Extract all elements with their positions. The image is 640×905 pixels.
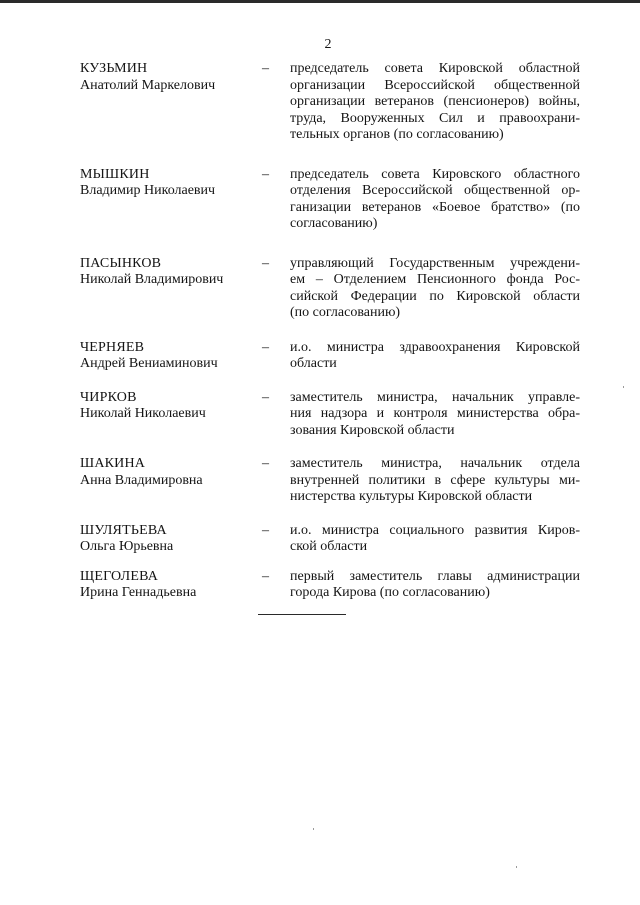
scan-speck — [313, 828, 314, 830]
position-line: города Кирова (по согласованию) — [290, 585, 490, 600]
member-person — [80, 569, 255, 602]
member-list — [80, 58, 580, 602]
position-line: внутренней политики в сфере культуры ми- — [290, 472, 580, 488]
member-position — [290, 456, 580, 506]
member-person — [80, 340, 255, 373]
member-given-names: Анна Владимировна — [80, 472, 203, 488]
entry-dash: – — [262, 568, 269, 584]
position-line: согласованию) — [290, 216, 378, 231]
position-line: ской области — [290, 539, 368, 554]
member-given-names: Анатолий Маркелович — [80, 77, 216, 93]
member-surname: ЧИРКОВ — [80, 389, 137, 405]
member-person — [80, 456, 255, 506]
member-position — [290, 390, 580, 440]
position-line: ния надзора и контроля министерства обра- — [290, 406, 580, 421]
member-given-names: Андрей Вениаминович — [80, 356, 218, 371]
member-entry — [80, 390, 580, 440]
position-line: и.о. министра здравоохранения Кировской — [290, 339, 580, 355]
member-surname: ШУЛЯТЬЕВА — [80, 522, 167, 538]
member-given-names: Ирина Геннадьевна — [80, 585, 197, 600]
position-line: тельных органов (по согласованию) — [290, 127, 504, 142]
entry-dash: – — [262, 456, 269, 471]
position-line: заместитель министра, начальник отдела — [290, 456, 580, 471]
member-entry — [80, 456, 580, 506]
position-line: ганизации ветеранов «Боевое братство» (по — [290, 199, 580, 215]
position-line: председатель совета Кировского областного — [290, 166, 580, 182]
member-given-names: Владимир Николаевич — [80, 183, 216, 198]
member-position — [290, 61, 580, 144]
position-line: управляющий Государственным учреждени- — [290, 255, 580, 271]
member-person — [80, 61, 255, 144]
member-surname: ЧЕРНЯЕВ — [80, 339, 145, 355]
member-position — [290, 167, 580, 233]
member-position — [290, 340, 580, 373]
member-given-names: Николай Владимирович — [80, 272, 224, 287]
member-given-names: Ольга Юрьевна — [80, 539, 174, 554]
position-line: заместитель министра, начальник управле- — [290, 389, 580, 405]
member-surname: ШАКИНА — [80, 456, 146, 471]
position-line: ем – Отделением Пенсионного фонда Рос- — [290, 272, 580, 287]
member-given-names: Николай Николаевич — [80, 406, 206, 421]
entry-dash: – — [262, 166, 269, 182]
member-person — [80, 523, 255, 556]
member-surname: ЩЕГОЛЕВА — [80, 568, 159, 584]
scan-speck — [516, 866, 517, 868]
scan-speck — [623, 386, 624, 388]
member-person — [80, 256, 255, 322]
member-entry — [80, 61, 580, 144]
member-entry — [80, 340, 580, 373]
entry-dash: – — [262, 61, 269, 76]
member-surname: ПАСЫНКОВ — [80, 255, 162, 271]
entry-dash: – — [262, 389, 269, 405]
position-line: организации ветеранов (пенсионеров) войны, — [290, 94, 580, 109]
position-line: сийской Федерации по Кировской области — [290, 288, 580, 304]
scan-top-edge — [0, 0, 640, 3]
entry-dash: – — [262, 255, 269, 271]
member-surname: МЫШКИН — [80, 166, 150, 182]
position-line: отделения Всероссийской общественной ор- — [290, 183, 580, 198]
member-entry — [80, 523, 580, 556]
member-position — [290, 569, 580, 602]
member-position — [290, 256, 580, 322]
position-line: области — [290, 356, 337, 371]
page-number: 2 — [324, 37, 332, 52]
member-position — [290, 523, 580, 556]
member-surname: КУЗЬМИН — [80, 61, 148, 76]
position-line: председатель совета Кировской областной — [290, 61, 580, 76]
member-entry — [80, 167, 580, 233]
end-of-list-rule — [258, 614, 346, 615]
position-line: зования Кировской области — [290, 422, 455, 438]
position-line: нистерства культуры Кировской области — [290, 489, 533, 504]
member-entry — [80, 569, 580, 602]
entry-dash: – — [262, 522, 269, 538]
position-line: первый заместитель главы администрации — [290, 568, 580, 584]
entry-dash: – — [262, 339, 269, 355]
position-line: и.о. министра социального развития Киров- — [290, 522, 580, 538]
position-line: (по согласованию) — [290, 305, 401, 320]
position-line: труда, Вооруженных Сил и правоохрани- — [290, 110, 580, 126]
member-person — [80, 390, 255, 440]
member-person — [80, 167, 255, 233]
position-line: организации Всероссийской общественной — [290, 77, 580, 93]
member-entry — [80, 256, 580, 322]
